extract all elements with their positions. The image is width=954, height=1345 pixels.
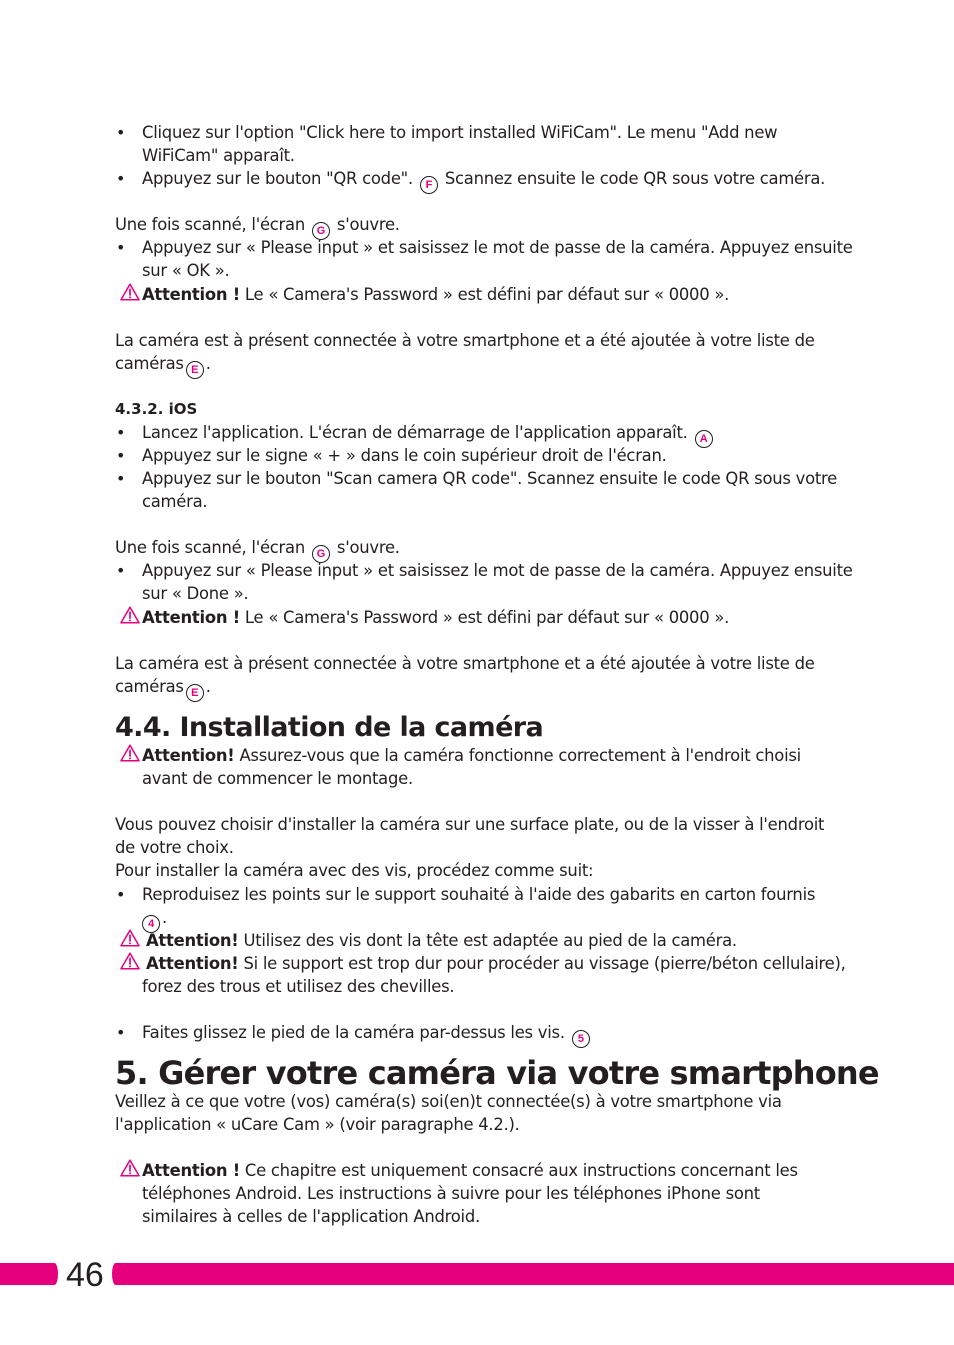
screen-ref-e-badge: E — [186, 684, 204, 702]
footer-accent-cap-left — [52, 1263, 58, 1285]
chapter-heading-smartphone: 5. Gérer votre caméra via votre smartphone — [115, 1054, 879, 1092]
ios-connected-text: caméras — [115, 677, 184, 696]
bullet-marker: • — [116, 446, 126, 465]
attention-text: Le « Camera's Password » est défini par défaut sur « 0000 ». — [239, 285, 730, 304]
android-connected-line2 — [115, 352, 211, 379]
ios-step-plus: Appuyez sur le signe « + » dans le coin supérieur droit de l'écran. — [142, 446, 667, 465]
chapter5-attention-line3: similaires à celles de l'application Android. — [142, 1207, 480, 1226]
install-attention-1-line1 — [142, 744, 801, 767]
chapter5-attention-line2: téléphones Android. Les instructions à suivre pour les téléphones iPhone sont — [142, 1184, 760, 1203]
attention-text: Utilisez des vis dont la tête est adaptée au pied de la caméra. — [238, 931, 737, 950]
bullet-marker: • — [116, 238, 126, 257]
install-attention-2 — [146, 929, 737, 952]
attention-text: Assurez-vous que la caméra fonctionne correctement à l'endroit choisi — [234, 746, 801, 765]
screen-ref-e-badge: E — [186, 361, 204, 379]
android-step-password-line1: Appuyez sur « Please input » et saisissez le mot de passe de la caméra. Appuyez ensuite — [142, 238, 853, 257]
warning-triangle-icon — [120, 952, 140, 970]
install-attention-3-line1 — [146, 952, 846, 975]
footer-accent-bar-right — [118, 1263, 954, 1285]
attention-label: Attention ! — [142, 608, 240, 627]
bullet-marker: • — [116, 169, 126, 188]
install-attention-1-line2: avant de commencer le montage. — [142, 769, 413, 788]
ios-step-password-line1: Appuyez sur « Please input » et saisissez le mot de passe de la caméra. Appuyez ensuite — [142, 561, 853, 580]
bullet-marker: • — [116, 885, 126, 904]
bullet-marker: • — [116, 123, 126, 142]
period: . — [162, 908, 167, 927]
install-intro-line1: Vous pouvez choisir d'installer la caméra sur une surface plate, ou de la visser à l'endroit — [115, 815, 825, 834]
ios-scanned-text: Une fois scanné, l'écran — [115, 538, 305, 557]
android-connected-line1: La caméra est à présent connectée à votre smartphone et a été ajoutée à votre liste de — [115, 331, 815, 350]
period: . — [205, 677, 211, 696]
attention-label: Attention! — [146, 954, 239, 973]
figure-ref-4-badge: 4 — [142, 915, 160, 933]
bullet-marker: • — [116, 469, 126, 488]
install-screws-intro: Pour installer la caméra avec des vis, procédez comme suit: — [115, 861, 594, 880]
screen-ref-g-badge: G — [312, 545, 330, 563]
ios-connected-line1: La caméra est à présent connectée à votre smartphone et a été ajoutée à votre liste de — [115, 654, 815, 673]
android-step-password-line2: sur « OK ». — [142, 261, 230, 280]
figure-ref-5-badge: 5 — [572, 1030, 590, 1048]
attention-text: Le « Camera's Password » est défini par défaut sur « 0000 ». — [239, 608, 730, 627]
ios-connected-line2 — [115, 675, 211, 702]
android-scanned-text2: s'ouvre. — [336, 215, 400, 234]
ios-step-password-line2: sur « Done ». — [142, 584, 249, 603]
android-attention-note — [142, 283, 729, 306]
warning-triangle-icon — [120, 606, 140, 624]
attention-label: Attention ! — [142, 285, 240, 304]
attention-label: Attention ! — [142, 1161, 240, 1180]
android-step-qr-text2: Scannez ensuite le code QR sous votre caméra. — [444, 169, 826, 188]
install-step-slide — [142, 1021, 592, 1048]
bullet-marker: • — [116, 423, 126, 442]
screen-ref-a-badge: A — [695, 430, 713, 448]
install-step-slide-text: Faites glissez le pied de la caméra par-dessus les vis. — [142, 1023, 565, 1042]
chapter5-intro-line1: Veillez à ce que votre (vos) caméra(s) soi(en)t connectée(s) à votre smartphone via — [115, 1092, 782, 1111]
section-heading-installation: 4.4. Installation de la caméra — [115, 712, 544, 743]
android-scanned-text: Une fois scanné, l'écran — [115, 215, 305, 234]
warning-triangle-icon — [120, 929, 140, 947]
ios-scanned-text2: s'ouvre. — [336, 538, 400, 557]
android-step-qr — [142, 167, 825, 194]
ios-step-scan-line1: Appuyez sur le bouton "Scan camera QR code". Scannez ensuite le code QR sous votre — [142, 469, 838, 488]
attention-text: Si le support est trop dur pour procéder au vissage (pierre/béton cellulaire), — [238, 954, 846, 973]
ios-step-launch-text: Lancez l'application. L'écran de démarrage de l'application apparaît. — [142, 423, 688, 442]
screen-ref-g-badge: G — [312, 222, 330, 240]
android-step-import-line1: Cliquez sur l'option "Click here to import installed WiFiCam". Le menu "Add new — [142, 123, 778, 142]
footer-accent-bar-left — [0, 1263, 52, 1285]
bullet-marker: • — [116, 561, 126, 580]
install-attention-3-line2: forez des trous et utilisez des chevilles. — [142, 977, 455, 996]
screen-ref-f-badge: F — [420, 176, 438, 194]
attention-label: Attention! — [142, 746, 235, 765]
warning-triangle-icon — [120, 1159, 140, 1177]
chapter5-attention-line1 — [142, 1159, 798, 1182]
page-number: 46 — [66, 1256, 104, 1294]
chapter5-intro-line2: l'application « uCare Cam » (voir paragraphe 4.2.). — [115, 1115, 520, 1134]
attention-label: Attention! — [146, 931, 239, 950]
install-intro-line2: de votre choix. — [115, 838, 234, 857]
android-step-qr-text: Appuyez sur le bouton "QR code". — [142, 169, 413, 188]
section-heading-ios: 4.3.2. iOS — [115, 400, 198, 418]
android-step-import-line2: WiFiCam" apparaît. — [142, 146, 295, 165]
android-connected-text: caméras — [115, 354, 184, 373]
bullet-marker: • — [116, 1023, 126, 1042]
install-step-template-line1: Reproduisez les points sur le support souhaité à l'aide des gabarits en carton fournis — [142, 885, 816, 904]
attention-text: Ce chapitre est uniquement consacré aux instructions concernant les — [239, 1161, 798, 1180]
warning-triangle-icon — [120, 283, 140, 301]
ios-step-scan-line2: caméra. — [142, 492, 208, 511]
warning-triangle-icon — [120, 744, 140, 762]
ios-attention-note — [142, 606, 729, 629]
period: . — [205, 354, 211, 373]
